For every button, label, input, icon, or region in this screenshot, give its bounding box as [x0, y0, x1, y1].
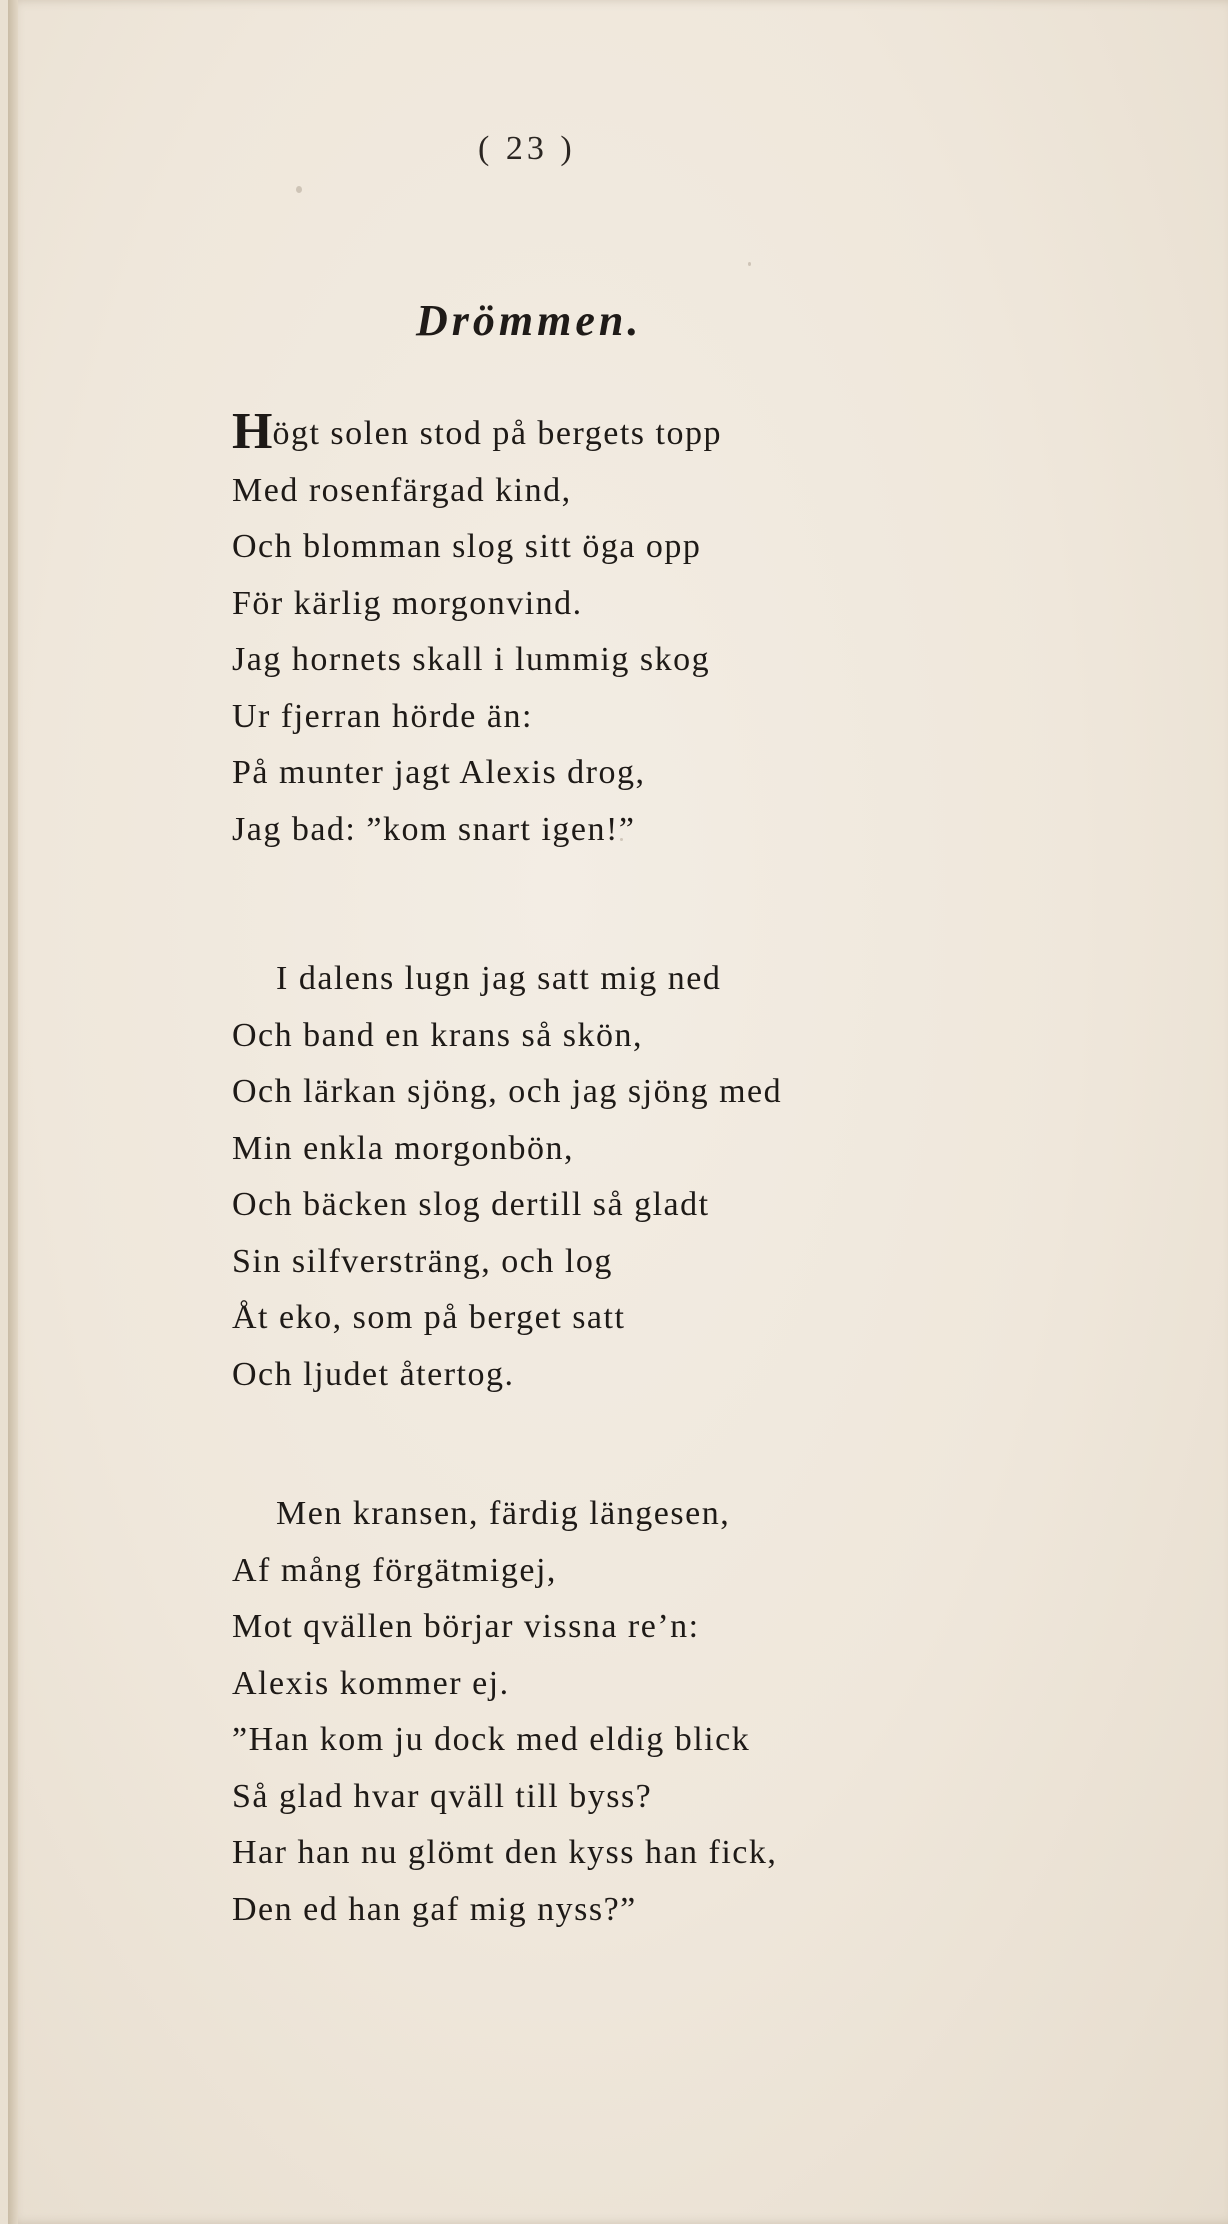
- poem-line: Jag bad: ”kom snart igen!”: [232, 810, 636, 848]
- poem-line: Och band en krans så skön,: [232, 1016, 644, 1054]
- poem-line: Men kransen, färdig längesen,: [276, 1495, 731, 1532]
- book-page: [8, 0, 1228, 2224]
- poem-line: Mot qvällen börjar vissna re’n:: [232, 1608, 700, 1645]
- poem-line: Alexis kommer ej.: [232, 1664, 510, 1702]
- poem-title: Drömmen.: [416, 296, 643, 345]
- poem-line: Så glad hvar qväll till byss?: [232, 1777, 653, 1815]
- poem-line: Har han nu glömt den kyss han fick,: [232, 1834, 778, 1871]
- poem-line: Ur fjerran hörde än:: [232, 697, 533, 735]
- poem-line: Och bäcken slog dertill så gladt: [232, 1186, 710, 1223]
- poem-line: Och blomman slog sitt öga opp: [232, 528, 702, 565]
- poem-line: På munter jagt Alexis drog,: [232, 754, 646, 791]
- poem-line: I dalens lugn jag satt mig ned: [276, 960, 722, 997]
- drop-cap: H: [232, 403, 273, 460]
- poem-line: Min enkla morgonbön,: [232, 1129, 574, 1167]
- paper-speck: [748, 262, 751, 266]
- poem-line: Af mång förgätmigej,: [232, 1551, 557, 1589]
- page-spine-shadow: [8, 0, 18, 2224]
- paper-speck: [296, 186, 302, 193]
- poem-line: Och lärkan sjöng, och jag sjöng med: [232, 1073, 783, 1110]
- poem-line: [232, 403, 722, 463]
- poem-line: Och ljudet återtog.: [232, 1355, 515, 1393]
- poem-line: För kärlig morgonvind.: [232, 584, 583, 622]
- page-number: ( 23 ): [478, 130, 576, 167]
- poem-line: Jag hornets skall i lummig skog: [232, 641, 711, 678]
- show-through-bleed: [648, 190, 1148, 490]
- stanza-1: [232, 403, 722, 858]
- poem-line: ”Han kom ju dock med eldig blick: [232, 1721, 751, 1758]
- poem-line: Åt eko, som på berget satt: [232, 1299, 626, 1336]
- poem-line: Med rosenfärgad kind,: [232, 471, 572, 509]
- stanza-3: [232, 1486, 777, 1938]
- poem-line: Den ed han gaf mig nyss?”: [232, 1890, 637, 1928]
- stanza-2: [232, 951, 782, 1403]
- poem-line: Sin silfversträng, och log: [232, 1242, 613, 1280]
- poem-line-text: ögt solen stod på bergets topp: [272, 415, 722, 452]
